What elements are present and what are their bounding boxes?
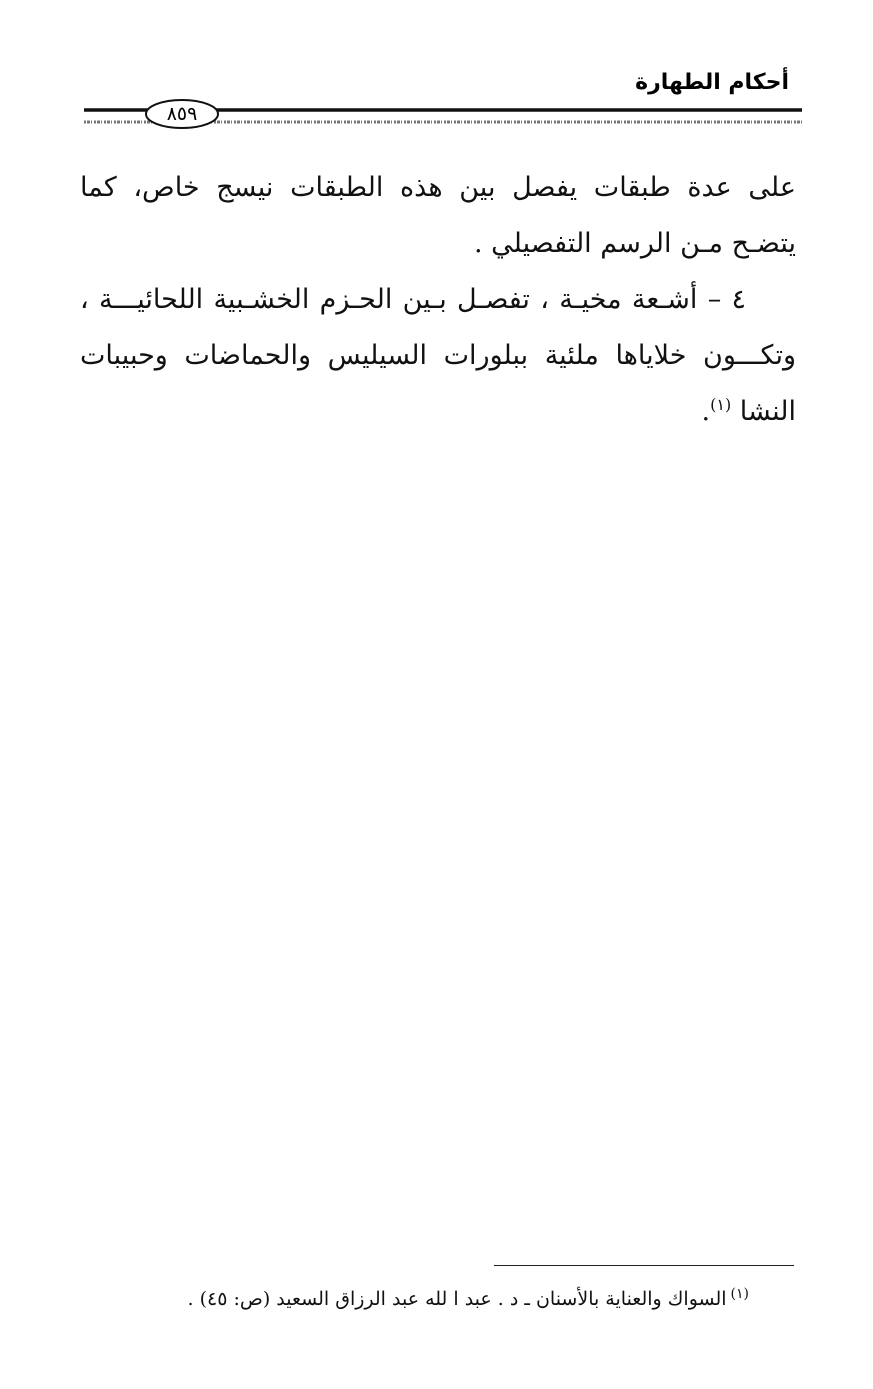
running-title: أحكام الطهارة	[635, 70, 789, 95]
body-text	[80, 160, 796, 440]
footnote-separator	[494, 1265, 794, 1266]
footnote-marker: (١)	[730, 1285, 749, 1302]
paragraph-2	[80, 272, 796, 440]
page-number: ٨٥٩	[166, 103, 198, 125]
paragraph-1: على عدة طبقات يفصل بين هذه الطبقات نيسج خاص، كما يتضـح مـن الرسم التفصيلي .	[80, 172, 796, 259]
footnote-text: السواك والعناية بالأسنان ـ د . عبد ا لله عبد الرزاق السعيد (ص: ٤٥) .	[187, 1288, 727, 1310]
footnote-1	[187, 1284, 749, 1314]
paragraph-2-text: ٤ – أشـعة مخيـة ، تفصـل بـين الحـزم الخشـبية اللحائيـــة ، وتكـــون خلاياها ملئية ببلورات السيليس والحماضات وحبيبات النشا	[80, 284, 796, 427]
paragraph-2-end: .	[701, 396, 711, 427]
footnote-reference[interactable]: (١)	[710, 395, 732, 414]
